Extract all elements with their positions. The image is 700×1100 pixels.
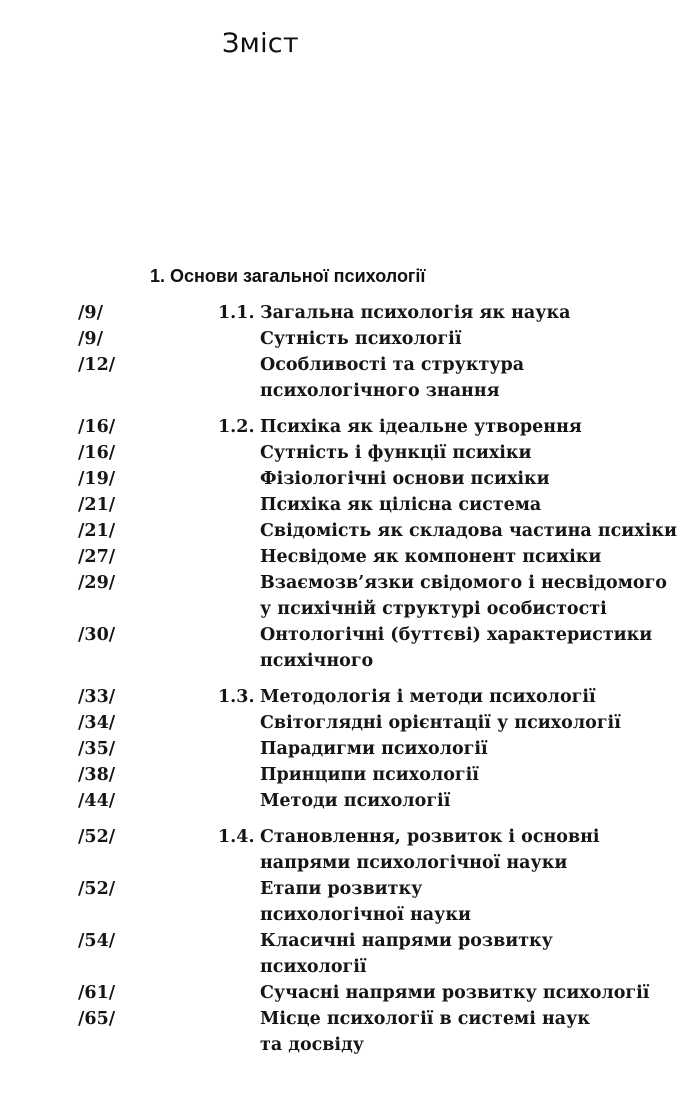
page-number: /34/: [78, 713, 116, 733]
toc-entry: [0, 466, 700, 492]
toc-entry: [0, 518, 700, 544]
entry-title: Світоглядні орієнтації у психології: [260, 713, 621, 733]
page-number: /21/: [78, 521, 116, 541]
section-number: 1.3.: [218, 687, 255, 707]
page-number: /52/: [78, 827, 116, 847]
toc-entry: [0, 352, 700, 404]
toc-entry: [0, 980, 700, 1006]
page-number: /54/: [78, 931, 116, 951]
section-number: 1.2.: [218, 417, 255, 437]
entry-title: Класичні напрями розвитку психології: [260, 931, 553, 977]
entry-title: Сутність і функції психіки: [260, 443, 532, 463]
toc-section: [0, 300, 700, 404]
page-number: /12/: [78, 355, 116, 375]
toc-entry: [0, 928, 700, 980]
page-number: /19/: [78, 469, 116, 489]
section-number: 1.4.: [218, 827, 255, 847]
page-number: /27/: [78, 547, 116, 567]
section-title-text: Методологія і методи психології: [260, 687, 596, 707]
section-number: 1.1.: [218, 303, 255, 323]
section-title-text: Загальна психологія як наука: [260, 303, 571, 323]
entry-title: Особливості та структура психологічного знання: [260, 355, 525, 401]
toc-entry: [0, 736, 700, 762]
toc-section: [0, 824, 700, 1058]
toc-section-heading: [0, 300, 700, 326]
section-title: [218, 300, 570, 326]
page-number: /29/: [78, 573, 116, 593]
page-number: /9/: [78, 329, 103, 349]
toc-section: [0, 414, 700, 674]
toc-entry: [0, 492, 700, 518]
entry-title: Сучасні напрями розвитку психології: [260, 983, 650, 1003]
page-number: /16/: [78, 417, 116, 437]
section-title-text: Становлення, розвиток і основні напрями психологічної науки: [260, 827, 600, 873]
page-number: /33/: [78, 687, 116, 707]
toc-section-heading: [0, 414, 700, 440]
section-title-text: Психіка як ідеальне утворення: [260, 417, 582, 437]
chapter-heading: 1. Основи загальної психології: [150, 266, 426, 286]
toc-entry: [0, 788, 700, 814]
toc-section: [0, 684, 700, 814]
entry-title: Несвідоме як компонент психіки: [260, 547, 602, 567]
entry-title: Місце психології в системі наук та досвіду: [260, 1009, 590, 1055]
entry-title: Методи психології: [260, 791, 451, 811]
page-number: /65/: [78, 1009, 116, 1029]
entry-title: Парадигми психології: [260, 739, 488, 759]
toc-entry: [0, 440, 700, 466]
entry-title: Онтологічні (буттєві) характеристики психічного: [260, 625, 653, 671]
entry-title: Етапи розвитку психологічної науки: [260, 879, 471, 925]
page-title: Зміст: [222, 28, 299, 59]
toc-entry: [0, 622, 700, 674]
toc-entry: [0, 544, 700, 570]
toc-entry: [0, 1006, 700, 1058]
page-number: /52/: [78, 879, 116, 899]
entry-title: Свідомість як складова частина психіки: [260, 521, 677, 541]
entry-title: Сутність психології: [260, 329, 462, 349]
page-number: /35/: [78, 739, 116, 759]
toc-entry: [0, 570, 700, 622]
page-number: /38/: [78, 765, 116, 785]
entry-title: Фізіологічні основи психіки: [260, 469, 550, 489]
toc-entry: [0, 710, 700, 736]
entry-title: Психіка як цілісна система: [260, 495, 542, 515]
toc-section-heading: [0, 684, 700, 710]
toc-entry: [0, 762, 700, 788]
page-number: /61/: [78, 983, 116, 1003]
toc-section-heading: [0, 824, 700, 876]
table-of-contents: [0, 300, 700, 1058]
toc-entry: [0, 876, 700, 928]
section-title: [218, 414, 582, 440]
page-number: /16/: [78, 443, 116, 463]
entry-title: Взаємозв’язки свідомого і несвідомого у психічній структурі особистості: [260, 573, 667, 619]
page-number: /9/: [78, 303, 103, 323]
toc-entry: [0, 326, 700, 352]
section-title: [218, 824, 600, 876]
section-title: [218, 684, 596, 710]
page-number: /21/: [78, 495, 116, 515]
page-number: /30/: [78, 625, 116, 645]
page-number: /44/: [78, 791, 116, 811]
entry-title: Принципи психології: [260, 765, 479, 785]
